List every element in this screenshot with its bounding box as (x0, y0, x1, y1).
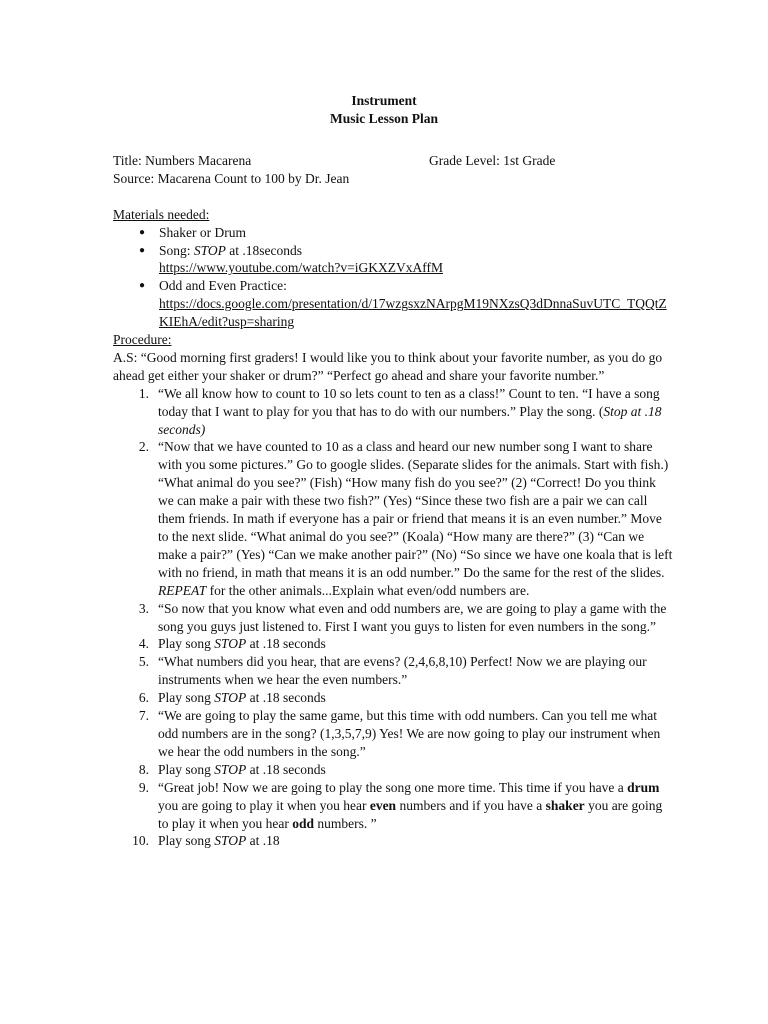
procedure-step: 4. Play song STOP at .18 seconds (113, 635, 673, 653)
bullet-icon: ● (139, 244, 146, 256)
document-body (113, 152, 673, 850)
bullet-icon: ● (139, 280, 146, 292)
materials-list (113, 224, 673, 331)
document-title: Instrument (351, 93, 417, 108)
step-number: 8. (138, 761, 149, 777)
step-number: 3. (138, 600, 149, 616)
procedure-step: 9. “Great job! Now we are going to play the song one more time. This time if you have a drum you are going to play it when you hear even numbers and if you have a shaker you are going to play it when you hear odd numbers. ” (113, 779, 673, 833)
procedure-intro: A.S: “Good morning first graders! I would like you to think about your favorite number, as you do go ahead get either your shaker or drum?” “Perfect go ahead and share your favorite number.” (113, 349, 663, 383)
procedure-step: 8. Play song STOP at .18 seconds (113, 761, 673, 779)
lesson-source: Source: Macarena Count to 100 by Dr. Jean (113, 170, 350, 186)
step-number: 1. (138, 385, 149, 401)
title-block (0, 92, 768, 128)
title-grade-row (113, 152, 673, 170)
grade-level: Grade Level: 1st Grade (429, 153, 556, 168)
procedure-step: 1. “We all know how to count to 10 so lets count to ten as a class!” Count to ten. “I have a song today that I want to play for you that has to do with our numbers.” Play the song. (Stop at .18 seconds) (113, 385, 673, 439)
step-number: 7. (138, 708, 149, 724)
procedure-step: 2. “Now that we have counted to 10 as a class and heard our new number song I want to share with you some pictures.” Go to google slides. (Separate slides for the animals. Start with fish.) “What animal do you see?” (Fish) “How many fish do you see?” (2) “Correct! Do you think we can make a pair with these two fish?” (Yes) “Since these two fish are a pair we can call them friends. In math if everyone has a pair or friend that means it is an even number.” Move to the next slide. “What animal do you see?” (Koala) “How many are there?” (3) “Can we make a pair?” (Yes) “Can we make another pair?” (No) “So since we have one koala that is left with no friend, in math that means it is an odd number.” Do the same for the rest of the slides. REPEAT for the other animals...Explain what even/odd numbers are. (113, 438, 673, 599)
materials-item: ● Odd and Even Practice: https://docs.google.com/presentation/d/17wzgsxzNArpgM19NXzsQ3dDnnaSuvUTC_TQQtZKIEhA/edit?usp=sharing (139, 278, 667, 330)
step-number: 5. (138, 654, 149, 670)
procedure-step: 7. “We are going to play the same game, but this time with odd numbers. Can you tell me what odd numbers are in the song? (1,3,5,7,9) Yes! We are now going to play our instrument when we hear the odd numbers in the song.” (113, 707, 673, 761)
procedure-step: 3. “So now that you know what even and odd numbers are, we are going to play a game with the song you guys just listened to. First I want you guys to listen for even numbers in the song.” (113, 600, 673, 636)
materials-item: ● Song: STOP at .18seconds https://www.youtube.com/watch?v=iGKXZVxAffM (139, 242, 443, 276)
materials-heading: Materials needed: (113, 206, 210, 222)
step-number: 6. (138, 690, 149, 706)
lesson-title: Title: Numbers Macarena (113, 153, 252, 168)
bullet-icon: ● (139, 226, 146, 238)
step-number: 4. (138, 636, 149, 652)
procedure-step: 5. “What numbers did you hear, that are evens? (2,4,6,8,10) Perfect! Now we are playing our instruments when we hear the even numbers.” (113, 653, 673, 689)
step-number: 9. (138, 779, 149, 795)
google-slides-link[interactable]: https://docs.google.com/presentation/d/17wzgsxzNArpgM19NXzsQ3dDnnaSuvUTC_TQQtZKIEhA/edit?usp=sharing (159, 296, 667, 330)
step-number: 2. (138, 439, 149, 455)
procedure-step: 6. Play song STOP at .18 seconds (113, 689, 673, 707)
step-number: 10. (132, 833, 149, 849)
materials-item: ● Shaker or Drum (139, 224, 246, 240)
document-subtitle: Music Lesson Plan (329, 111, 438, 126)
procedure-steps (113, 385, 673, 851)
procedure-step: 10. Play song STOP at .18 (113, 832, 673, 850)
procedure-heading: Procedure: (113, 332, 172, 348)
youtube-link[interactable]: https://www.youtube.com/watch?v=iGKXZVxAffM (159, 260, 443, 276)
